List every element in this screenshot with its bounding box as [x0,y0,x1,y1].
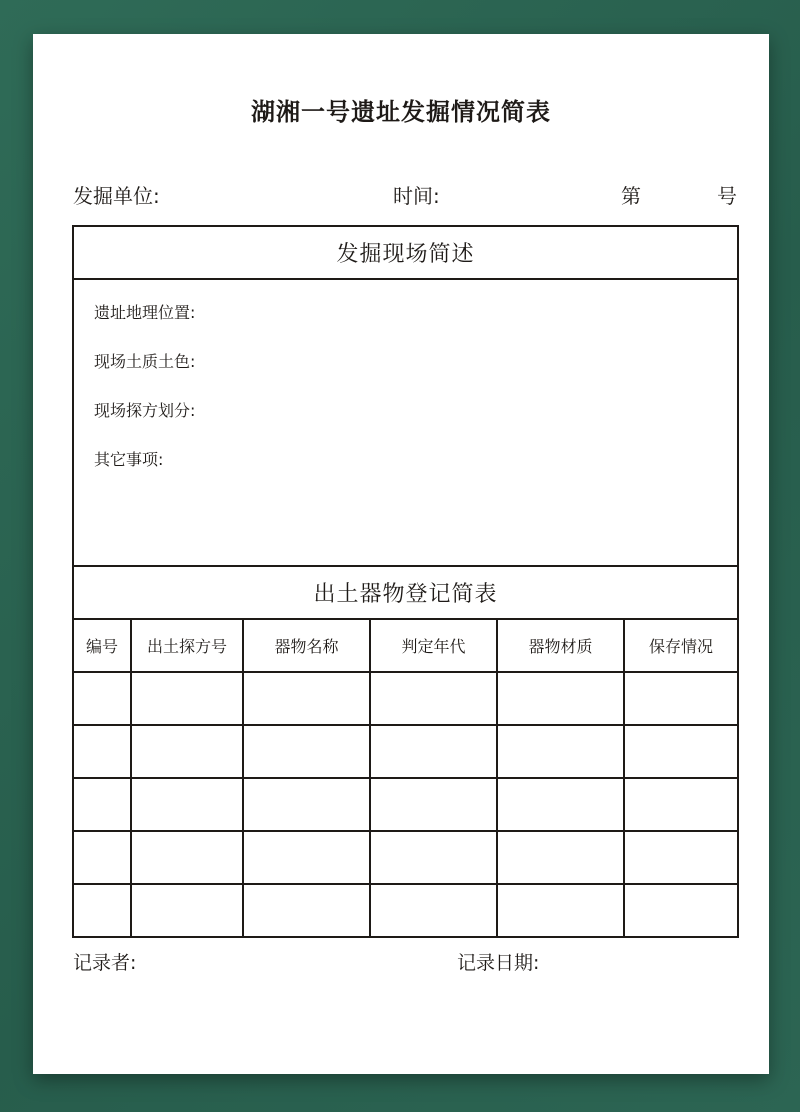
table-cell[interactable] [73,831,131,884]
recorder-label: 记录者: [73,952,137,974]
table-cell[interactable] [497,672,624,725]
table-cell[interactable] [131,884,243,937]
table-row [73,725,738,778]
site-location-field: 遗址地理位置: [94,303,196,322]
table-cell[interactable] [624,884,738,937]
table-cell[interactable] [497,725,624,778]
table-cell[interactable] [497,831,624,884]
column-header: 编号 [73,619,131,672]
table-row [73,672,738,725]
column-header: 出土探方号 [131,619,243,672]
site-description-heading: 发掘现场简述 [73,226,738,279]
artifact-register-heading: 出土器物登记简表 [73,566,738,619]
time-label: 时间: [393,184,440,208]
table-cell[interactable] [370,672,497,725]
column-header: 器物名称 [243,619,370,672]
number-label-start: 第 [621,184,641,208]
table-cell[interactable] [243,672,370,725]
artifact-table-header [73,619,738,672]
table-cell[interactable] [73,725,131,778]
table-cell[interactable] [370,831,497,884]
table-cell[interactable] [131,778,243,831]
other-matters-field: 其它事项: [94,450,164,469]
table-cell[interactable] [624,831,738,884]
table-cell[interactable] [243,725,370,778]
form-paper [33,34,769,1074]
table-cell[interactable] [497,778,624,831]
table-cell[interactable] [370,778,497,831]
table-cell[interactable] [131,725,243,778]
table-row [73,884,738,937]
number-label-end: 号 [717,184,737,208]
table-cell[interactable] [73,778,131,831]
table-cell[interactable] [497,884,624,937]
column-header: 判定年代 [370,619,497,672]
record-date-label: 记录日期: [457,952,540,974]
table-cell[interactable] [370,884,497,937]
table-cell[interactable] [624,672,738,725]
table-cell[interactable] [131,672,243,725]
table-row [73,778,738,831]
trench-division-field: 现场探方划分: [94,401,196,420]
site-description-area[interactable] [73,279,738,566]
table-cell[interactable] [243,884,370,937]
table-cell[interactable] [131,831,243,884]
excavation-form-table [72,225,739,938]
table-cell[interactable] [370,725,497,778]
table-cell[interactable] [243,778,370,831]
excavation-unit-label: 发掘单位: [73,184,160,208]
form-title: 湖湘一号遗址发掘情况简表 [251,97,551,126]
table-cell[interactable] [73,672,131,725]
table-cell[interactable] [243,831,370,884]
table-cell[interactable] [73,884,131,937]
table-row [73,831,738,884]
soil-quality-field: 现场土质土色: [94,352,196,371]
column-header: 保存情况 [624,619,738,672]
table-cell[interactable] [624,778,738,831]
column-header: 器物材质 [497,619,624,672]
table-cell[interactable] [624,725,738,778]
